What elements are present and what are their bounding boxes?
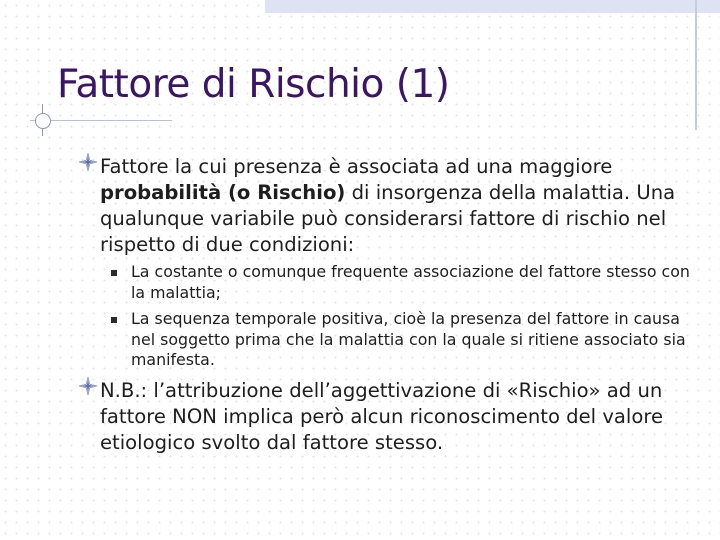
bullet-item <box>80 154 695 258</box>
bullet-text-part: di insorgenza della malattia. Una qualunque variabile può considerarsi fattore di rischio nel rispetto di due condizioni: <box>100 181 676 256</box>
diamond-bullet-icon <box>78 376 98 396</box>
sub-bullet-item <box>111 309 696 371</box>
square-bullet-icon <box>111 317 117 323</box>
title-underline-rule <box>30 120 172 121</box>
square-bullet-icon <box>111 270 117 276</box>
sub-bullet-text: La sequenza temporale positiva, cioè la presenza del fattore in causa nel soggetto prima che la malattia con la quale si ritiene associato sia manifesta. <box>131 309 686 369</box>
top-decor-band <box>265 0 720 13</box>
sub-bullet-list <box>111 262 696 377</box>
bullet-item <box>80 378 695 456</box>
sub-bullet-text: La costante o comunque frequente associazione del fattore stesso con la malattia; <box>131 262 690 302</box>
vertical-decor-rule <box>695 0 697 130</box>
crosshair-circle-icon <box>35 113 51 129</box>
slide-title: Fattore di Rischio (1) <box>57 62 450 107</box>
sub-bullet-item <box>111 262 696 303</box>
bullet-text <box>80 154 695 258</box>
bullet-bold-text: probabilità (o Rischio) <box>100 181 346 204</box>
bullet-text-part: Fattore la cui presenza è associata ad una maggiore <box>100 155 613 178</box>
diamond-bullet-icon <box>78 152 98 172</box>
bullet-text: N.B.: l’attribuzione dell’aggettivazione di «Rischio» ad un fattore NON implica però alcun riconoscimento del valore etiologico svolto dal fattore stesso. <box>100 379 664 454</box>
